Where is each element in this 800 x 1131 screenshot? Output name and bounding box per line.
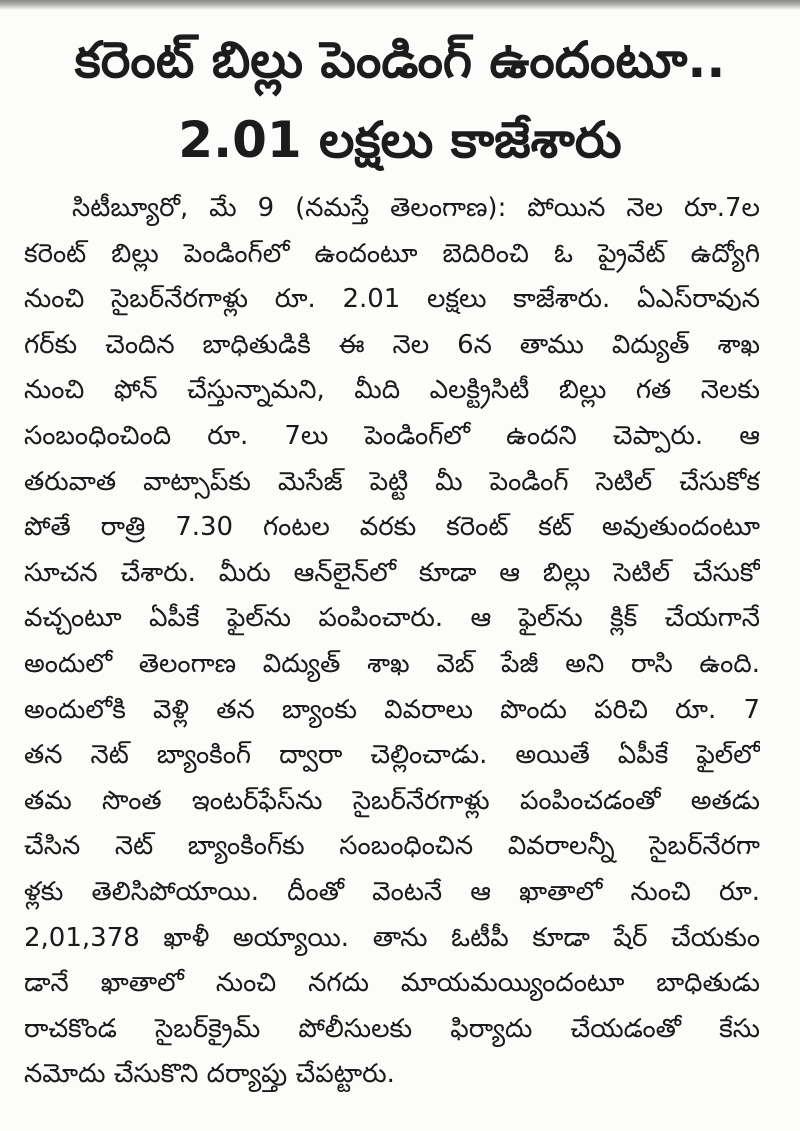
body-line: పోతే రాత్రి 7.30 గంటల వరకు కరెంట్ కట్ అవుతుందంటూ <box>24 512 760 543</box>
body-line: తమ సొంత ఇంటర్‌ఫేస్‌ను సైబర్‌నేరగాళ్లు పంపించడంతో అతడు <box>24 785 760 816</box>
body-line: రాచకొండ సైబర్‌క్రైమ్ పోలీసులకు ఫిర్యాదు చేయడంతో కేసు <box>24 1013 760 1044</box>
body-line: నుంచి ఫోన్ చేస్తున్నామని, మీది ఎలక్ట్రిసిటీ బిల్లు గత నెలకు <box>24 375 760 406</box>
body-line: తరువాత వాట్సాప్‌కు మెసేజ్ పెట్టి మీ పెండింగ్ సెటిల్ చేసుకోక <box>24 466 760 497</box>
body-line: చేసిన నెట్ బ్యాంకింగ్‌కు సంబంధించిన వివరాలన్నీ సైబర్‌నేరగా <box>24 831 760 862</box>
body-line: డానే ఖాతాలో నుంచి నగదు మాయమయ్యిందంటూ బాధితుడు <box>24 968 760 999</box>
headline-line-2: 2.01 లక్షలు కాజేశారు <box>178 111 622 169</box>
body-line: వచ్చంటూ ఏపీకే ఫైల్‌ను పంపించారు. ఆ ఫైల్‌ను క్లిక్ చేయగానే <box>24 603 760 634</box>
body-line: నుంచి సైబర్‌నేరగాళ్లు రూ. 2.01 లక్షలు కాజేశారు. ఏఎస్‌రావున <box>24 284 760 315</box>
cropped-previous-article-edge <box>0 0 800 10</box>
body-line: కరెంట్ బిల్లు పెండింగ్‌లో ఉందంటూ బెదిరించి ఓ ప్రైవేట్ ఉద్యోగి <box>24 238 760 269</box>
body-line: ళ్లకు తెలిసిపోయాయి. దీంతో వెంటనే ఆ ఖాతాలో నుంచి రూ. <box>24 876 760 907</box>
body-line: గర్‌కు చెందిన బాధితుడికి ఈ నెల 6న తాము విద్యుత్ శాఖ <box>24 329 760 360</box>
body-line: సిటీబ్యూరో, మే 9 (నమస్తే తెలంగాణ): పోయిన నెల రూ.7ల <box>72 193 760 223</box>
body-line: 2,01,378 ఖాళీ అయ్యాయి. తాను ఓటీపీ కూడా షేర్ చేయకుం <box>24 922 760 953</box>
headline-line-1: కరెంట్ బిల్లు పెండింగ్ ఉందంటూ.. <box>74 31 726 89</box>
article-body <box>24 186 760 1098</box>
body-line: సంబంధించింది రూ. 7లు పెండింగ్‌లో ఉందని చెప్పారు. ఆ <box>24 420 760 451</box>
body-line: సూచన చేశారు. మీరు ఆన్‌లైన్‌లో కూడా ఆ బిల్లు సెటిల్ చేసుకో <box>24 557 760 588</box>
body-line: నమోదు చేసుకొని దర్యాప్తు చేపట్టారు. <box>24 1059 395 1090</box>
body-line: అందులోకి వెళ్లి తన బ్యాంకు వివరాలు పొందు పరిచి రూ. 7 <box>24 694 760 725</box>
body-line: అందులో తెలంగాణ విద్యుత్ శాఖ వెబ్ పేజీ అని రాసి ఉంది. <box>24 648 760 679</box>
body-line: తన నెట్ బ్యాంకింగ్ ద్వారా చెల్లించాడు. అయితే ఏపీకే ఫైల్‌లో <box>24 740 760 771</box>
